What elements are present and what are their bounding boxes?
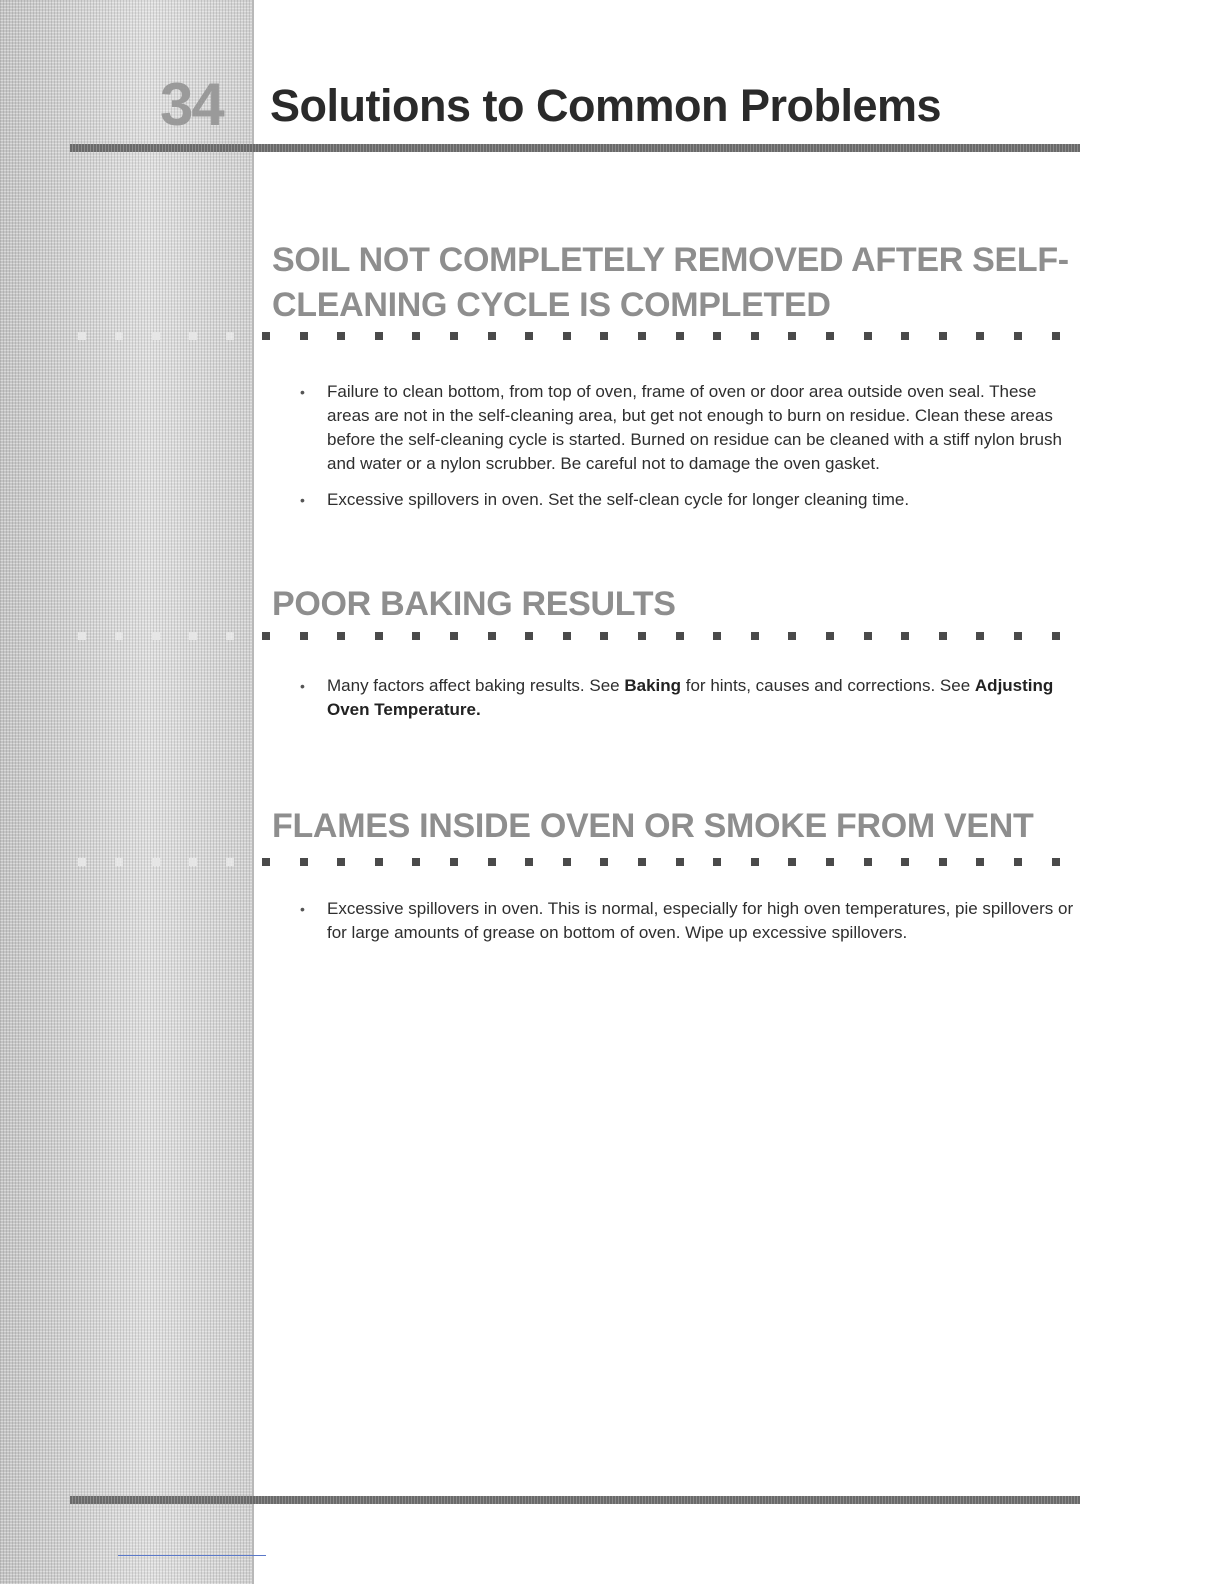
dot-divider-flames bbox=[70, 858, 1080, 868]
divider-dot bbox=[901, 332, 909, 340]
bullet-icon: • bbox=[300, 901, 305, 917]
link-adjusting-oven-temperature: Adjusting Oven Temperature. bbox=[327, 676, 1054, 719]
divider-dot bbox=[115, 632, 123, 640]
divider-dot bbox=[1014, 632, 1022, 640]
side-band-edge bbox=[252, 0, 254, 1584]
bullet-icon: • bbox=[300, 384, 305, 400]
divider-dot bbox=[450, 858, 458, 866]
page-number: 34 bbox=[160, 71, 223, 138]
divider-dot bbox=[676, 332, 684, 340]
list-item bbox=[298, 380, 1078, 476]
divider-dot bbox=[262, 332, 270, 340]
list-item bbox=[298, 674, 1078, 722]
divider-dot bbox=[939, 858, 947, 866]
dot-divider-soil bbox=[70, 332, 1080, 342]
divider-dot bbox=[638, 632, 646, 640]
footer-line bbox=[118, 1555, 266, 1556]
section-heading-soil bbox=[272, 238, 1072, 328]
divider-dot bbox=[337, 858, 345, 866]
divider-dot bbox=[1052, 858, 1060, 866]
list-item-text: Excessive spillovers in oven. Set the self-clean cycle for longer cleaning time. bbox=[327, 490, 910, 509]
divider-dot bbox=[189, 332, 197, 340]
section-heading-baking-line1: POOR BAKING RESULTS bbox=[272, 585, 676, 623]
divider-dot bbox=[412, 632, 420, 640]
divider-dot bbox=[638, 332, 646, 340]
divider-dot bbox=[751, 632, 759, 640]
divider-dot bbox=[864, 332, 872, 340]
section-heading-flames-line1: FLAMES INSIDE OVEN OR SMOKE FROM VENT bbox=[272, 807, 1034, 845]
divider-dot bbox=[375, 332, 383, 340]
divider-dot bbox=[78, 858, 86, 866]
bullet-list-soil bbox=[298, 380, 1078, 524]
divider-dot bbox=[788, 632, 796, 640]
divider-dot bbox=[1014, 332, 1022, 340]
list-item-text-mid: for hints, causes and corrections. See bbox=[681, 676, 975, 695]
divider-dot bbox=[226, 858, 234, 866]
divider-dot bbox=[901, 858, 909, 866]
bullet-list-baking bbox=[298, 674, 1078, 734]
divider-dot bbox=[638, 858, 646, 866]
section-heading-flames bbox=[272, 804, 1072, 849]
divider-dot bbox=[563, 332, 571, 340]
divider-dot bbox=[262, 632, 270, 640]
divider-dot bbox=[864, 632, 872, 640]
divider-dot bbox=[976, 858, 984, 866]
divider-dot bbox=[676, 858, 684, 866]
divider-dot bbox=[525, 632, 533, 640]
section-heading-soil-line2: CLEANING CYCLE IS COMPLETED bbox=[272, 286, 831, 324]
divider-dot bbox=[262, 858, 270, 866]
divider-dot bbox=[300, 632, 308, 640]
divider-dot bbox=[450, 332, 458, 340]
divider-dot bbox=[115, 332, 123, 340]
divider-dot bbox=[525, 332, 533, 340]
bullet-icon: • bbox=[300, 492, 305, 508]
divider-dot bbox=[412, 332, 420, 340]
divider-dot bbox=[939, 632, 947, 640]
divider-dot bbox=[375, 632, 383, 640]
footer-rule bbox=[70, 1496, 1080, 1504]
divider-dot bbox=[713, 632, 721, 640]
divider-dot bbox=[115, 858, 123, 866]
divider-dot bbox=[600, 632, 608, 640]
divider-dot bbox=[1052, 632, 1060, 640]
divider-dot bbox=[751, 858, 759, 866]
divider-dot bbox=[152, 858, 160, 866]
divider-dot bbox=[226, 332, 234, 340]
divider-dot bbox=[676, 632, 684, 640]
divider-dot bbox=[826, 858, 834, 866]
list-item bbox=[298, 897, 1078, 945]
divider-dot bbox=[412, 858, 420, 866]
divider-dot bbox=[1014, 858, 1022, 866]
divider-dot bbox=[600, 858, 608, 866]
divider-dot bbox=[300, 858, 308, 866]
section-heading-baking bbox=[272, 582, 1072, 627]
divider-dot bbox=[563, 632, 571, 640]
divider-dot bbox=[488, 858, 496, 866]
list-item-text-pre: Many factors affect baking results. See bbox=[327, 676, 625, 695]
divider-dot bbox=[826, 332, 834, 340]
divider-dot bbox=[78, 632, 86, 640]
divider-dot bbox=[788, 332, 796, 340]
divider-dot bbox=[563, 858, 571, 866]
bullet-list-flames bbox=[298, 897, 1078, 957]
list-item bbox=[298, 488, 1078, 512]
bullet-icon: • bbox=[300, 678, 305, 694]
divider-dot bbox=[226, 632, 234, 640]
divider-dot bbox=[713, 332, 721, 340]
divider-dot bbox=[488, 632, 496, 640]
link-baking: Baking bbox=[624, 676, 682, 695]
divider-dot bbox=[152, 332, 160, 340]
divider-dot bbox=[189, 858, 197, 866]
divider-dot bbox=[152, 632, 160, 640]
section-heading-soil-line1: SOIL NOT COMPLETELY REMOVED AFTER SELF- bbox=[272, 241, 1069, 279]
divider-dot bbox=[337, 632, 345, 640]
dot-divider-baking bbox=[70, 632, 1080, 642]
divider-dot bbox=[600, 332, 608, 340]
divider-dot bbox=[976, 332, 984, 340]
divider-dot bbox=[864, 858, 872, 866]
divider-dot bbox=[751, 332, 759, 340]
divider-dot bbox=[525, 858, 533, 866]
divider-dot bbox=[78, 332, 86, 340]
divider-dot bbox=[788, 858, 796, 866]
divider-dot bbox=[337, 332, 345, 340]
list-item-text: Failure to clean bottom, from top of oven, frame of oven or door area outside oven seal. These areas are not in the self-cleaning area, but get not enough to burn on residue. Clean these areas before the self-cleaning cycle is started. Burned on residue can be cleaned with a stiff nylon brush and water or a nylon scrubber. Be careful not to damage the oven gasket. bbox=[327, 382, 1062, 473]
side-band bbox=[0, 0, 252, 1584]
divider-dot bbox=[450, 632, 458, 640]
divider-dot bbox=[1052, 332, 1060, 340]
divider-dot bbox=[976, 632, 984, 640]
divider-dot bbox=[939, 332, 947, 340]
page-title: Solutions to Common Problems bbox=[270, 80, 942, 131]
divider-dot bbox=[488, 332, 496, 340]
divider-dot bbox=[713, 858, 721, 866]
divider-dot bbox=[901, 632, 909, 640]
header-rule bbox=[70, 144, 1080, 152]
divider-dot bbox=[826, 632, 834, 640]
divider-dot bbox=[189, 632, 197, 640]
divider-dot bbox=[375, 858, 383, 866]
divider-dot bbox=[300, 332, 308, 340]
list-item-text: Excessive spillovers in oven. This is normal, especially for high oven temperatures, pie spillovers or for large amounts of grease on bottom of oven. Wipe up excessive spillovers. bbox=[327, 899, 1074, 942]
